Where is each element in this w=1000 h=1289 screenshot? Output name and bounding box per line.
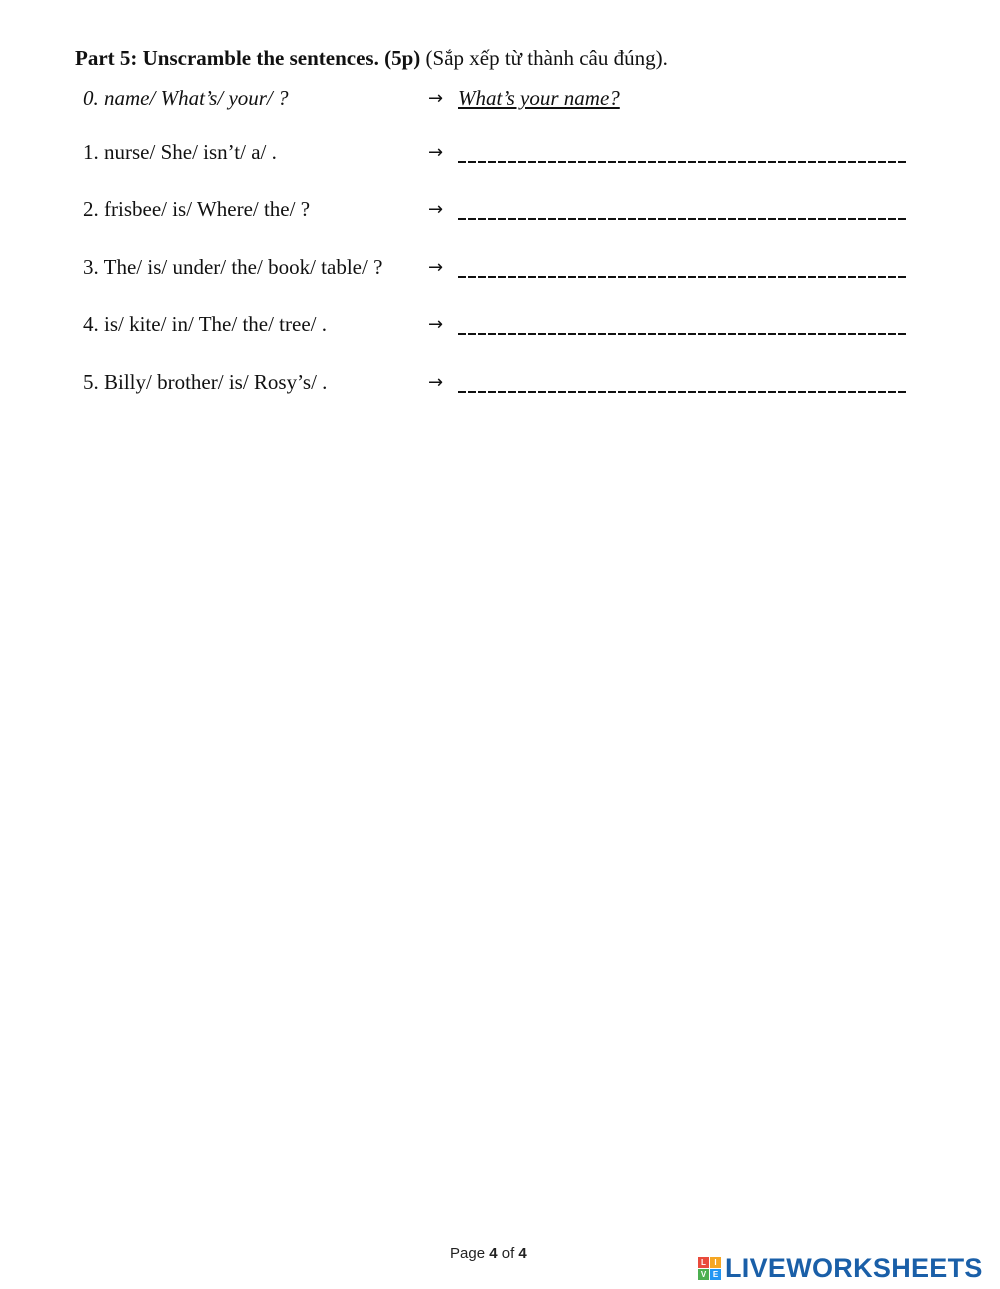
question-row-2 — [83, 197, 923, 227]
page-number — [450, 1245, 527, 1262]
brand-name: LIVEWORKSHEETS — [725, 1253, 983, 1283]
icon-letter-l: L — [698, 1257, 709, 1268]
answer-blank-3[interactable] — [458, 276, 906, 278]
icon-letter-v: V — [698, 1269, 709, 1280]
liveworksheets-icon — [698, 1257, 721, 1280]
answer-blank-1[interactable] — [458, 161, 906, 163]
example-row — [83, 86, 923, 116]
icon-letter-i: I — [710, 1257, 721, 1268]
question-text: 2. frisbee/ is/ Where/ the/ ? — [83, 197, 311, 221]
arrow-icon: → — [428, 88, 444, 109]
answer-blank-2[interactable] — [458, 218, 906, 220]
arrow-icon: → — [428, 257, 444, 278]
example-answer: What’s your name? — [458, 86, 620, 110]
page-total: 4 — [518, 1245, 527, 1262]
section-title-translation: (Sắp xếp từ thành câu đúng). — [420, 46, 668, 70]
question-text: 3. The/ is/ under/ the/ book/ table/ ? — [83, 255, 383, 279]
question-text: 4. is/ kite/ in/ The/ the/ tree/ . — [83, 312, 327, 336]
arrow-icon: → — [428, 372, 444, 393]
page-of-word: of — [501, 1245, 515, 1262]
answer-blank-5[interactable] — [458, 391, 906, 393]
question-row-4 — [83, 312, 923, 342]
arrow-icon: → — [428, 199, 444, 220]
liveworksheets-logo — [698, 1253, 983, 1284]
question-row-1 — [83, 140, 923, 170]
arrow-icon: → — [428, 314, 444, 335]
question-text: 1. nurse/ She/ isn’t/ a/ . — [83, 140, 277, 164]
page-word: Page — [450, 1245, 486, 1262]
question-text: 5. Billy/ brother/ is/ Rosy’s/ . — [83, 370, 328, 394]
answer-blank-4[interactable] — [458, 333, 906, 335]
question-row-5 — [83, 370, 923, 400]
page-current: 4 — [489, 1245, 498, 1262]
question-row-3 — [83, 255, 923, 285]
section-title — [75, 46, 668, 71]
icon-letter-e: E — [710, 1269, 721, 1280]
example-question: 0. name/ What’s/ your/ ? — [83, 86, 289, 110]
section-title-bold: Part 5: Unscramble the sentences. (5p) — [75, 46, 421, 70]
arrow-icon: → — [428, 142, 444, 163]
